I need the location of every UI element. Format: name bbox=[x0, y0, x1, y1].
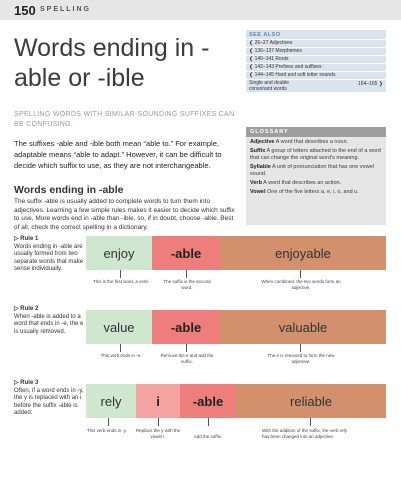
glossary-item: Syllable A unit of pronunciation that has one vowel sound. bbox=[250, 164, 374, 177]
rule-3-vowel: i bbox=[136, 384, 180, 418]
rule-3-note: With the addition of the suffix, the verb rely has been changed into an adjective. bbox=[262, 428, 347, 439]
rule-1-result-word: enjoyable bbox=[220, 236, 386, 270]
see-also-item[interactable]: ❮ 140–141 Roots bbox=[246, 55, 386, 63]
section-name: SPELLING bbox=[40, 6, 92, 13]
see-also-item[interactable]: ❮ 144–145 Hard and soft letter sounds bbox=[246, 71, 386, 79]
rule-3-base-word: rely bbox=[86, 384, 136, 418]
rule-1-note: The suffix is the second word. bbox=[163, 279, 211, 290]
rule-2-text: ▷ Rule 2 When -able is added to a word that ends in -e, the e is usually removed. bbox=[14, 306, 84, 335]
rule-3-note: Replace the y with the vowel i. bbox=[135, 428, 181, 439]
rule-2-note: The e is removed to form the new adjective. bbox=[267, 353, 335, 364]
page-header bbox=[0, 0, 401, 20]
glossary-label: GLOSSARY bbox=[246, 127, 386, 137]
page-subtitle: SPELLING WORDS WITH SIMILAR-SOUNDING SUFFIXES CAN BE CONFUSING. bbox=[14, 111, 235, 128]
rule-1-base-word: enjoy bbox=[86, 236, 152, 270]
see-also-item[interactable]: Single and double consonant words 164–165 ❯ bbox=[246, 79, 386, 92]
rule-3-note: Add the suffix. bbox=[193, 434, 223, 439]
glossary-item: Adjective A word that describes a noun. bbox=[250, 139, 349, 145]
rule-3-result-word: reliable bbox=[236, 384, 386, 418]
rule-1-text: ▷ Rule 1 Words ending in -able are usually formed from two separate words that make sense individually. bbox=[14, 236, 84, 272]
glossary-box bbox=[246, 127, 386, 225]
see-also-item[interactable]: ❮ 136–137 Morphemes bbox=[246, 47, 386, 55]
rule-3-text: ▷ Rule 3 Often, if a word ends in -y, the y is replaced with an i before the suffix -able is added. bbox=[14, 380, 84, 416]
page-title: Words ending in -able or -ible bbox=[14, 34, 210, 92]
section-heading: Words ending in -able bbox=[14, 184, 124, 196]
section-body: The suffix -able is usually added to complete words to turn them into adjectives. Learning a few simple rules makes it easier to decide which suffix to use. More words end in -able than -ible, so, if in doubt, choose -able. Best of all, check the correct spelling in a dictionary. bbox=[14, 198, 235, 231]
see-also-box bbox=[246, 30, 386, 92]
rule-2-note: Remove the e and add the suffix. bbox=[160, 353, 214, 364]
rule-2-note: This verb ends in -e. bbox=[100, 353, 142, 358]
intro-text: The suffixes -able and -ible both mean “able to.” For example, adaptable means “able to adapt.” However, it can be difficult to decide which suffix to use, as they are not interchangeable. bbox=[14, 139, 222, 170]
rule-3-suffix: -able bbox=[180, 384, 236, 418]
rule-2-base-word: value bbox=[86, 310, 152, 344]
rule-1-note: This is the first word, a verb. bbox=[92, 279, 150, 284]
see-also-label: SEE ALSO bbox=[249, 32, 281, 38]
rule-1-note: When combined, the two words form an adjective. bbox=[261, 279, 341, 290]
rule-2-suffix: -able bbox=[152, 310, 220, 344]
rule-2-result-word: valuable bbox=[220, 310, 386, 344]
page-number: 150 bbox=[14, 3, 36, 18]
rule-1-suffix: -able bbox=[152, 236, 220, 270]
rule-3-note: This verb ends in -y. bbox=[86, 428, 128, 433]
glossary-item: Suffix A group of letters attached to the end of a word that can change the original word’s meaning. bbox=[250, 148, 381, 161]
glossary-item: Vowel One of the five letters a, e, i, o, and u. bbox=[250, 189, 359, 195]
see-also-item[interactable]: ❮ 142–143 Prefixes and suffixes bbox=[246, 63, 386, 71]
glossary-item: Verb A word that describes an action. bbox=[250, 180, 342, 186]
see-also-item[interactable]: ❮ 26–27 Adjectives bbox=[246, 39, 386, 47]
